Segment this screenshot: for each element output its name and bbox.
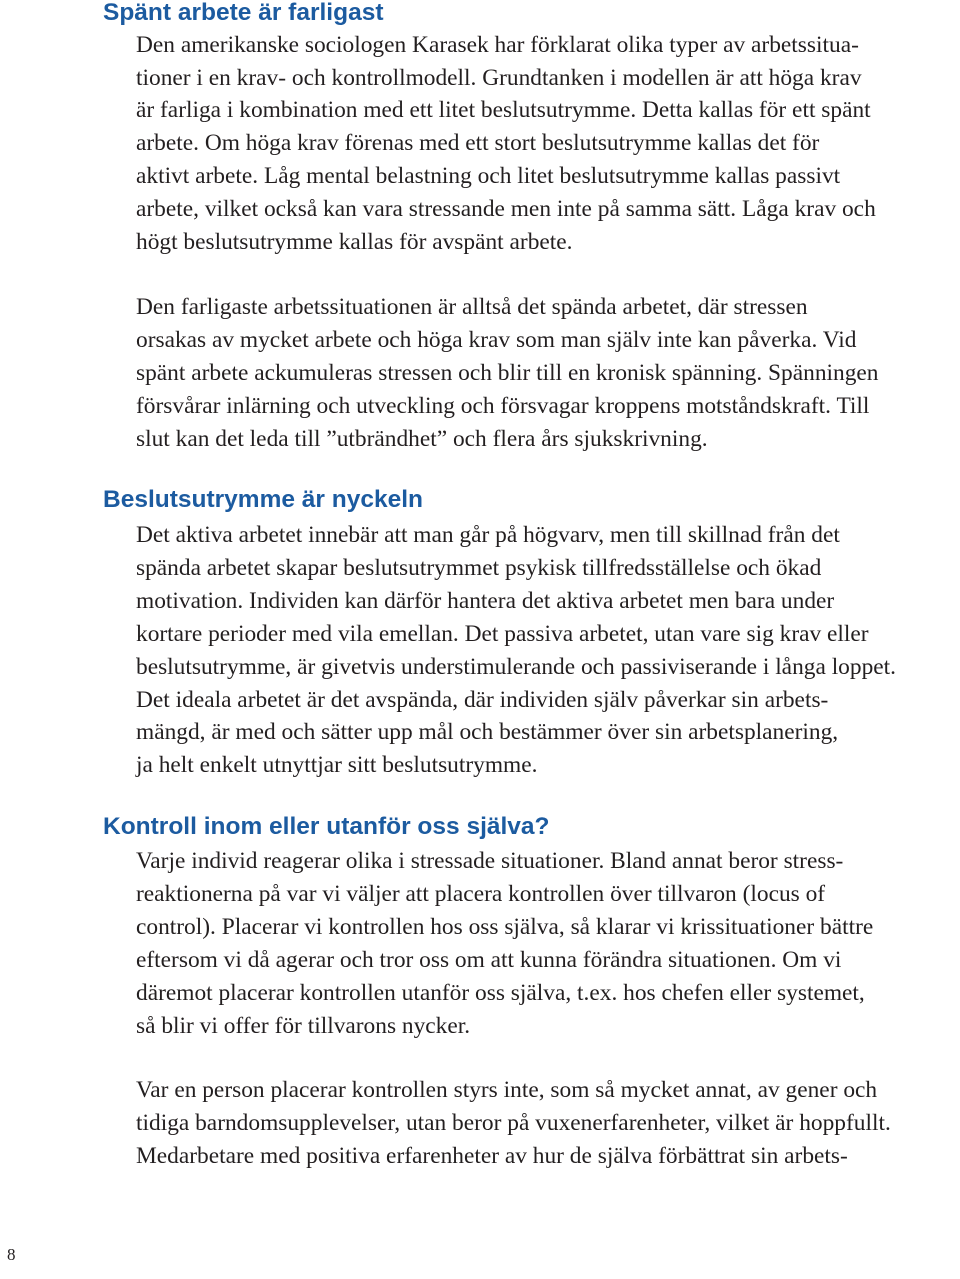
text-line: slut kan det leda till ”utbrändhet” och flera års sjukskrivning. <box>136 426 708 452</box>
text-line: arbete, vilket också kan vara stressande men inte på samma sätt. Låga krav och <box>136 196 876 222</box>
text-line: kortare perioder med vila emellan. Det passiva arbetet, utan vare sig krav eller <box>136 621 869 647</box>
section-heading: Spänt arbete är farligast <box>103 0 384 26</box>
text-line: däremot placerar kontrollen utanför oss själva, t.ex. hos chefen eller systemet, <box>136 980 865 1006</box>
text-line: reaktionerna på var vi väljer att placera kontrollen över tillvaron (locus of <box>136 881 826 907</box>
text-line: arbete. Om höga krav förenas med ett stort beslutsutrymme kallas det för <box>136 130 820 156</box>
text-line: så blir vi offer för tillvarons nycker. <box>136 1013 471 1039</box>
text-line: eftersom vi då agerar och tror oss om att kunna förändra situationen. Om vi <box>136 947 842 973</box>
text-line: orsakas av mycket arbete och höga krav som man själv inte kan påverka. Vid <box>136 327 857 353</box>
text-line: Medarbetare med positiva erfarenheter av hur de själva förbättrat sin arbets- <box>136 1143 848 1169</box>
text-line: beslutsutrymme, är givetvis understimulerande och passiviserande i långa loppet. <box>136 654 897 680</box>
text-line: tioner i en krav- och kontrollmodell. Grundtanken i modellen är att höga krav <box>136 65 862 91</box>
text-line: Var en person placerar kontrollen styrs inte, som så mycket annat, av gener och <box>136 1077 878 1103</box>
text-line: Den amerikanske sociologen Karasek har förklarat olika typer av arbetssitua- <box>136 32 859 58</box>
text-line: Det aktiva arbetet innebär att man går på högvarv, men till skillnad från det <box>136 522 840 548</box>
text-line: högt beslutsutrymme kallas för avspänt arbete. <box>136 229 573 255</box>
text-line: aktivt arbete. Låg mental belastning och litet beslutsutrymme kallas passivt <box>136 163 841 189</box>
text-line: Den farligaste arbetssituationen är alltså det spända arbetet, där stressen <box>136 294 808 320</box>
text-line: spänt arbete ackumuleras stressen och blir till en kronisk spänning. Spänningen <box>136 360 879 386</box>
text-line: tidiga barndomsupplevelser, utan beror på vuxenerfarenheter, vilket är hoppfullt. <box>136 1110 891 1136</box>
section-heading: Beslutsutrymme är nyckeln <box>103 486 423 513</box>
text-line: är farliga i kombination med ett litet beslutsutrymme. Detta kallas för ett spänt <box>136 97 871 123</box>
text-line: motivation. Individen kan därför hantera det aktiva arbetet men bara under <box>136 588 835 614</box>
text-line: spända arbetet skapar beslutsutrymmet psykisk tillfredsställelse och ökad <box>136 555 822 581</box>
text-line: Varje individ reagerar olika i stressade situationer. Bland annat beror stress- <box>136 848 844 874</box>
text-line: försvårar inlärning och utveckling och försvagar kroppens motståndskraft. Till <box>136 393 870 419</box>
text-line: ja helt enkelt utnyttjar sitt beslutsutrymme. <box>136 752 538 778</box>
page-number: 8 <box>7 1245 16 1264</box>
text-line: mängd, är med och sätter upp mål och bestämmer över sin arbetsplanering, <box>136 719 839 745</box>
text-line: Det ideala arbetet är det avspända, där individen själv påverkar sin arbets- <box>136 687 829 713</box>
text-line: control). Placerar vi kontrollen hos oss själva, så klarar vi krissituationer bättre <box>136 914 874 940</box>
section-heading: Kontroll inom eller utanför oss själva? <box>103 813 550 840</box>
